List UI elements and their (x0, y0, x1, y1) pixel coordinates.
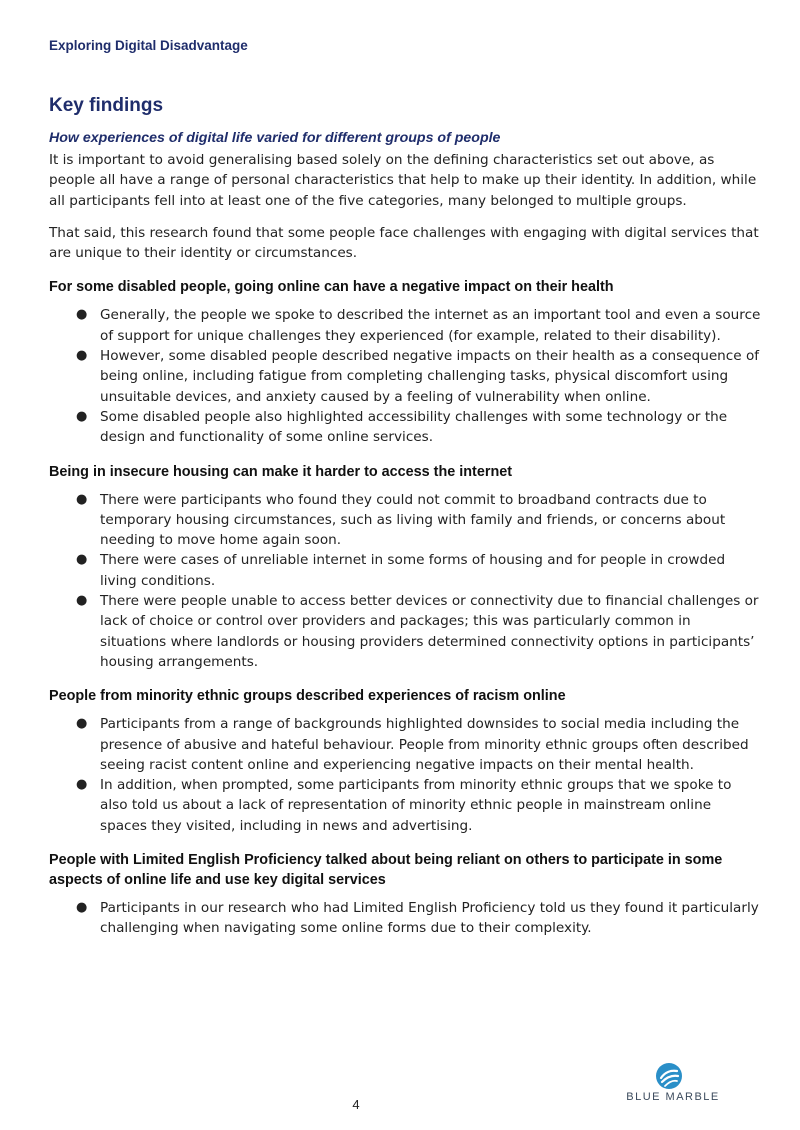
list-item-text: There were participants who found they could not commit to broadband contracts due to temporary housing circumstances, such as living with family and friends, or concerns about needing to move home again soon. (100, 491, 726, 549)
bullet-icon: ● (76, 552, 88, 568)
intro-paragraph: It is important to avoid generalising based solely on the defining characteristics set out above, as people all have a range of personal characteristics that help to make up their identity. In addition, while all participants fell into at least one of the five categories, many belonged to multiple groups. (49, 152, 757, 209)
list-item-text: Some disabled people also highlighted accessibility challenges with some technology or the design and functionality of some online services. (100, 408, 728, 446)
section-subheading: How experiences of digital life varied for different groups of people (49, 130, 501, 146)
bullet-icon: ● (76, 716, 88, 732)
bullet-icon: ● (76, 777, 88, 793)
bullet-list (49, 305, 761, 447)
finding-heading: People from minority ethnic groups described experiences of racism online (49, 688, 566, 705)
list-item (49, 775, 761, 836)
finding-heading: Being in insecure housing can make it harder to access the internet (49, 463, 513, 480)
list-item-text: Participants from a range of backgrounds highlighted downsides to social media including the presence of abusive and hateful behaviour. People from minority ethnic groups often described seeing racist content online and experiencing negative impacts on their mental health. (100, 716, 749, 773)
blue-marble-logo (618, 1062, 728, 1106)
list-item-text: Participants in our research who had Limited English Proficiency told us they found it particularly challenging when navigating some online forms due to their complexity. (100, 900, 759, 937)
list-item-text: However, some disabled people described negative impacts on their health as a consequence of being online, including fatigue from completing challenging tasks, physical discomfort using unsuitable devices, and anxiety caused by a feeling of vulnerability when online. (100, 348, 760, 405)
section-title: Key findings (49, 95, 164, 116)
bullet-list (49, 490, 761, 673)
list-item (49, 898, 761, 939)
logo-text: BLUE MARBLE (626, 1091, 720, 1103)
finding-heading: People with Limited English Proficiency talked about being reliant on others to participate in some aspects of online life and use key digital services (49, 852, 723, 889)
main-content (49, 95, 761, 939)
intro-paragraph: That said, this research found that some people face challenges with engaging with digital services that are unique to their identity or circumstances. (49, 224, 759, 262)
bullet-icon: ● (76, 900, 88, 916)
list-item (49, 550, 761, 591)
list-item (49, 305, 761, 346)
bullet-icon: ● (76, 491, 88, 507)
list-item-text: There were cases of unreliable internet in some forms of housing and for people in crowded living conditions. (100, 552, 726, 589)
list-item (49, 591, 761, 672)
bullet-icon: ● (76, 307, 88, 323)
page-number: 4 (352, 1097, 360, 1112)
blue-marble-globe-icon (655, 1062, 683, 1090)
bullet-icon: ● (76, 408, 88, 424)
bullet-list (49, 714, 761, 836)
list-item-text: There were people unable to access better devices or connectivity due to financial challenges or lack of choice or control over providers and packages; this was particularly common in situations where landlords or housing providers determined connectivity options in participants’ housing arrangements. (100, 593, 759, 670)
list-item (49, 490, 761, 551)
bullet-icon: ● (76, 593, 88, 609)
finding-heading: For some disabled people, going online can have a negative impact on their health (49, 279, 614, 296)
list-item-text: Generally, the people we spoke to described the internet as an important tool and even a source of support for unique challenges they experienced (for example, related to their disability). (100, 307, 761, 344)
list-item (49, 714, 761, 775)
list-item (49, 407, 761, 448)
running-header: Exploring Digital Disadvantage (49, 38, 248, 53)
list-item-text: In addition, when prompted, some participants from minority ethnic groups that we spoke to also told us about a lack of representation of minority ethnic people in mainstream online spaces they visited, including in news and advertising. (100, 777, 732, 834)
list-item (49, 346, 761, 407)
bullet-icon: ● (76, 348, 88, 364)
bullet-list (49, 898, 761, 939)
